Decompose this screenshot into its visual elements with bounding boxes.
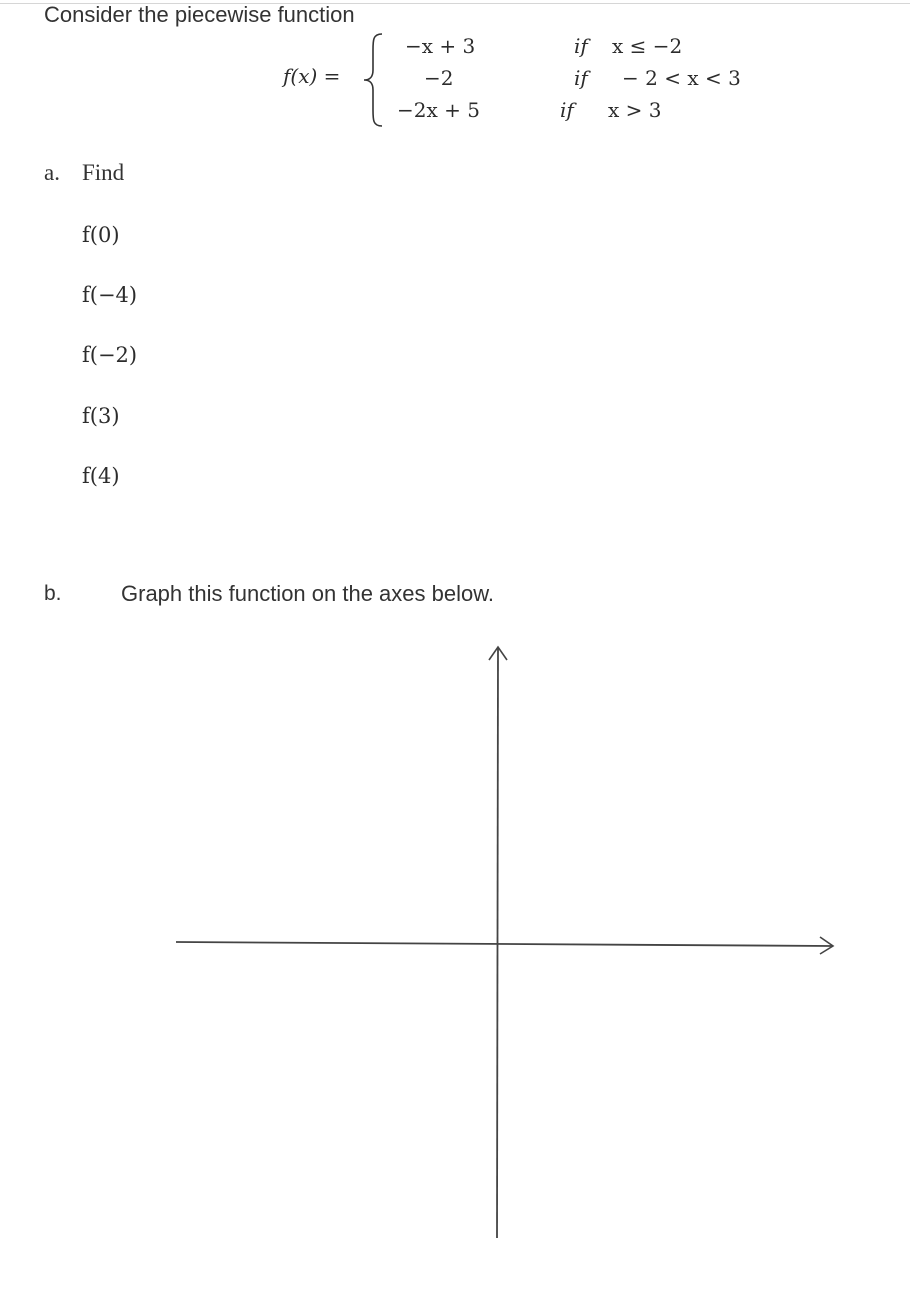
piece-1-expression: −x + 3 — [405, 34, 476, 58]
query-f-3: f(3) — [82, 404, 120, 428]
part-b-letter: b. — [44, 582, 62, 605]
query-f-neg4: f(−4) — [82, 283, 138, 307]
part-a-letter: a. — [44, 160, 60, 185]
y-axis — [497, 648, 498, 1238]
query-f-0: f(0) — [82, 223, 120, 247]
part-b-prompt: Graph this function on the axes below. — [121, 581, 495, 606]
piece-1-condition: x ≤ −2 — [612, 34, 683, 58]
piece-2-condition: − 2 < x < 3 — [622, 66, 741, 90]
function-lhs: f(x) = — [283, 64, 341, 88]
query-f-4: f(4) — [82, 464, 120, 488]
part-a-prompt: Find — [82, 160, 125, 185]
piece-2-expression: −2 — [424, 66, 454, 90]
piece-2-if: if — [574, 66, 588, 90]
piece-3-condition: x > 3 — [608, 98, 662, 122]
piece-3-if: if — [560, 98, 574, 122]
x-axis — [176, 942, 832, 946]
piece-3-expression: −2x + 5 — [397, 98, 480, 122]
piece-1-if: if — [574, 34, 588, 58]
query-f-neg2: f(−2) — [82, 343, 138, 367]
intro-text: Consider the piecewise function — [44, 2, 355, 27]
